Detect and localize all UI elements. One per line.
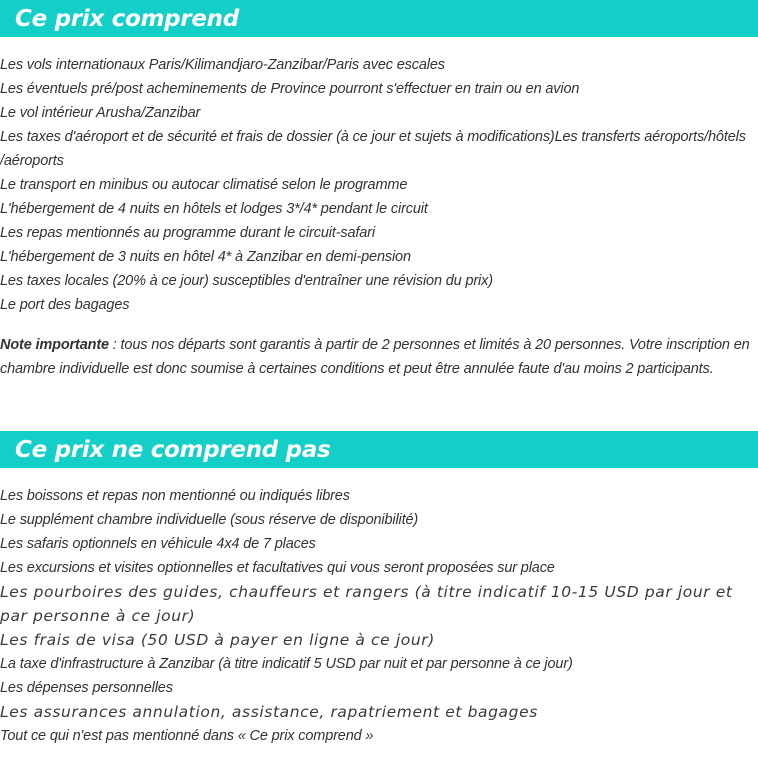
- list-item: Le vol intérieur Arusha/Zanzibar: [0, 105, 201, 121]
- list-item: Les pourboires des guides, chauffeurs et rangers (à titre indicatif 10-15 USD par jour et par personne à ce jour): [0, 583, 733, 625]
- excludes-title: Ce prix ne comprend pas: [0, 431, 758, 468]
- list-item: Les safaris optionnels en véhicule 4x4 de 7 places: [0, 536, 316, 552]
- list-item: Le transport en minibus ou autocar climatisé selon le programme: [0, 177, 408, 193]
- list-item: Le port des bagages: [0, 297, 130, 313]
- list-item: Les taxes locales (20% à ce jour) susceptibles d'entraîner une révision du prix): [0, 273, 493, 289]
- list-item: Les taxes d'aéroport et de sécurité et frais de dossier (à ce jour et sujets à modifications)Les transferts aéroports/hôtels /aéroports: [0, 129, 746, 169]
- list-item: Le supplément chambre individuelle (sous réserve de disponibilité): [0, 512, 419, 528]
- note-text: : tous nos départs sont garantis à partir de 2 personnes et limités à 20 personnes. Votre inscription en chambre individuelle est donc soumise à certaines conditions et peut être annulée faute d'au moins 2 participants.: [0, 337, 750, 377]
- note-label: Note importante: [0, 337, 109, 353]
- list-item: Les vols internationaux Paris/Kilimandjaro-Zanzibar/Paris avec escales: [0, 57, 445, 73]
- includes-title: Ce prix comprend: [0, 0, 758, 37]
- list-item: L'hébergement de 4 nuits en hôtels et lodges 3*/4* pendant le circuit: [0, 201, 428, 217]
- includes-list: [0, 53, 758, 317]
- includes-section: [0, 0, 758, 381]
- excludes-list: [0, 484, 758, 748]
- list-item: La taxe d'infrastructure à Zanzibar (à titre indicatif 5 USD par nuit et par personne à ce jour): [0, 656, 573, 672]
- excludes-section: [0, 431, 758, 748]
- list-item: L'hébergement de 3 nuits en hôtel 4* à Zanzibar en demi-pension: [0, 249, 411, 265]
- important-note: [0, 333, 758, 381]
- list-item: Les excursions et visites optionnelles et facultatives qui vous seront proposées sur place: [0, 560, 555, 576]
- list-item: Les assurances annulation, assistance, rapatriement et bagages: [0, 703, 538, 721]
- list-item: Les boissons et repas non mentionné ou indiqués libres: [0, 488, 350, 504]
- list-item: Les dépenses personnelles: [0, 680, 173, 696]
- list-item: Les repas mentionnés au programme durant le circuit-safari: [0, 225, 375, 241]
- list-item: Tout ce qui n'est pas mentionné dans « Ce prix comprend »: [0, 728, 374, 744]
- list-item: Les éventuels pré/post acheminements de Province pourront s'effectuer en train ou en avion: [0, 81, 580, 97]
- list-item: Les frais de visa (50 USD à payer en ligne à ce jour): [0, 631, 435, 649]
